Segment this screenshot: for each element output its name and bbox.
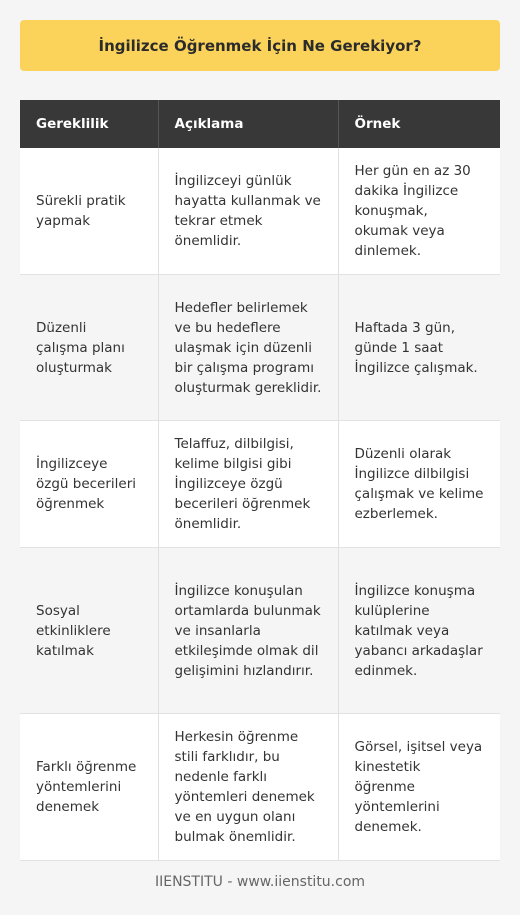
page-title: İngilizce Öğrenmek İçin Ne Gerekiyor?: [98, 36, 422, 55]
example-cell: Her gün en az 30 dakika İngilizce konuşmak, okumak veya dinlemek.: [338, 148, 500, 275]
description-cell: İngilizceyi günlük hayatta kullanmak ve tekrar etmek önemlidir.: [158, 148, 338, 275]
column-header-requirement: Gereklilik: [20, 100, 158, 148]
requirement-cell: Sürekli pratik yapmak: [36, 193, 126, 229]
description-cell: Hedefler belirlemek ve bu hedeflere ulaşmak için düzenli bir çalışma programı oluşturmak gereklidir.: [158, 275, 338, 421]
description-cell: Herkesin öğrenme stili farklıdır, bu nedenle farklı yöntemleri denemek ve en uygun olanı bulmak önemlidir.: [158, 714, 338, 861]
requirement-cell: Sosyal etkinliklere katılmak: [36, 602, 111, 659]
requirement-cell: İngilizceye özgü becerileri öğrenmek: [36, 456, 137, 512]
table-row: [20, 548, 500, 714]
column-header-description: Açıklama: [158, 100, 338, 148]
description-cell: Telaffuz, dilbilgisi, kelime bilgisi gibi İngilizceye özgü becerileri öğrenmek önemlidir.: [158, 421, 338, 548]
requirements-table: [20, 100, 500, 861]
table-row: [20, 714, 500, 861]
requirement-cell: Farklı öğrenme yöntemlerini denemek: [36, 759, 137, 815]
table-row: [20, 148, 500, 275]
column-header-example: Örnek: [338, 100, 500, 148]
table-row: [20, 275, 500, 421]
example-cell: Görsel, işitsel veya kinestetik öğrenme yöntemlerini denemek.: [338, 714, 500, 861]
footer-credit: IIENSTITU - www.iienstitu.com: [154, 874, 366, 890]
example-cell: Düzenli olarak İngilizce dilbilgisi çalışmak ve kelime ezberlemek.: [338, 421, 500, 548]
table-row: [20, 421, 500, 548]
table-header-row: [20, 100, 500, 148]
example-cell: Haftada 3 gün, günde 1 saat İngilizce çalışmak.: [338, 275, 500, 421]
example-cell: İngilizce konuşma kulüplerine katılmak veya yabancı arkadaşlar edinmek.: [338, 548, 500, 714]
description-cell: İngilizce konuşulan ortamlarda bulunmak ve insanlarla etkileşimde olmak dil gelişimini hızlandırır.: [158, 548, 338, 714]
title-banner: [20, 20, 500, 71]
requirement-cell: Düzenli çalışma planı oluşturmak: [36, 319, 125, 376]
